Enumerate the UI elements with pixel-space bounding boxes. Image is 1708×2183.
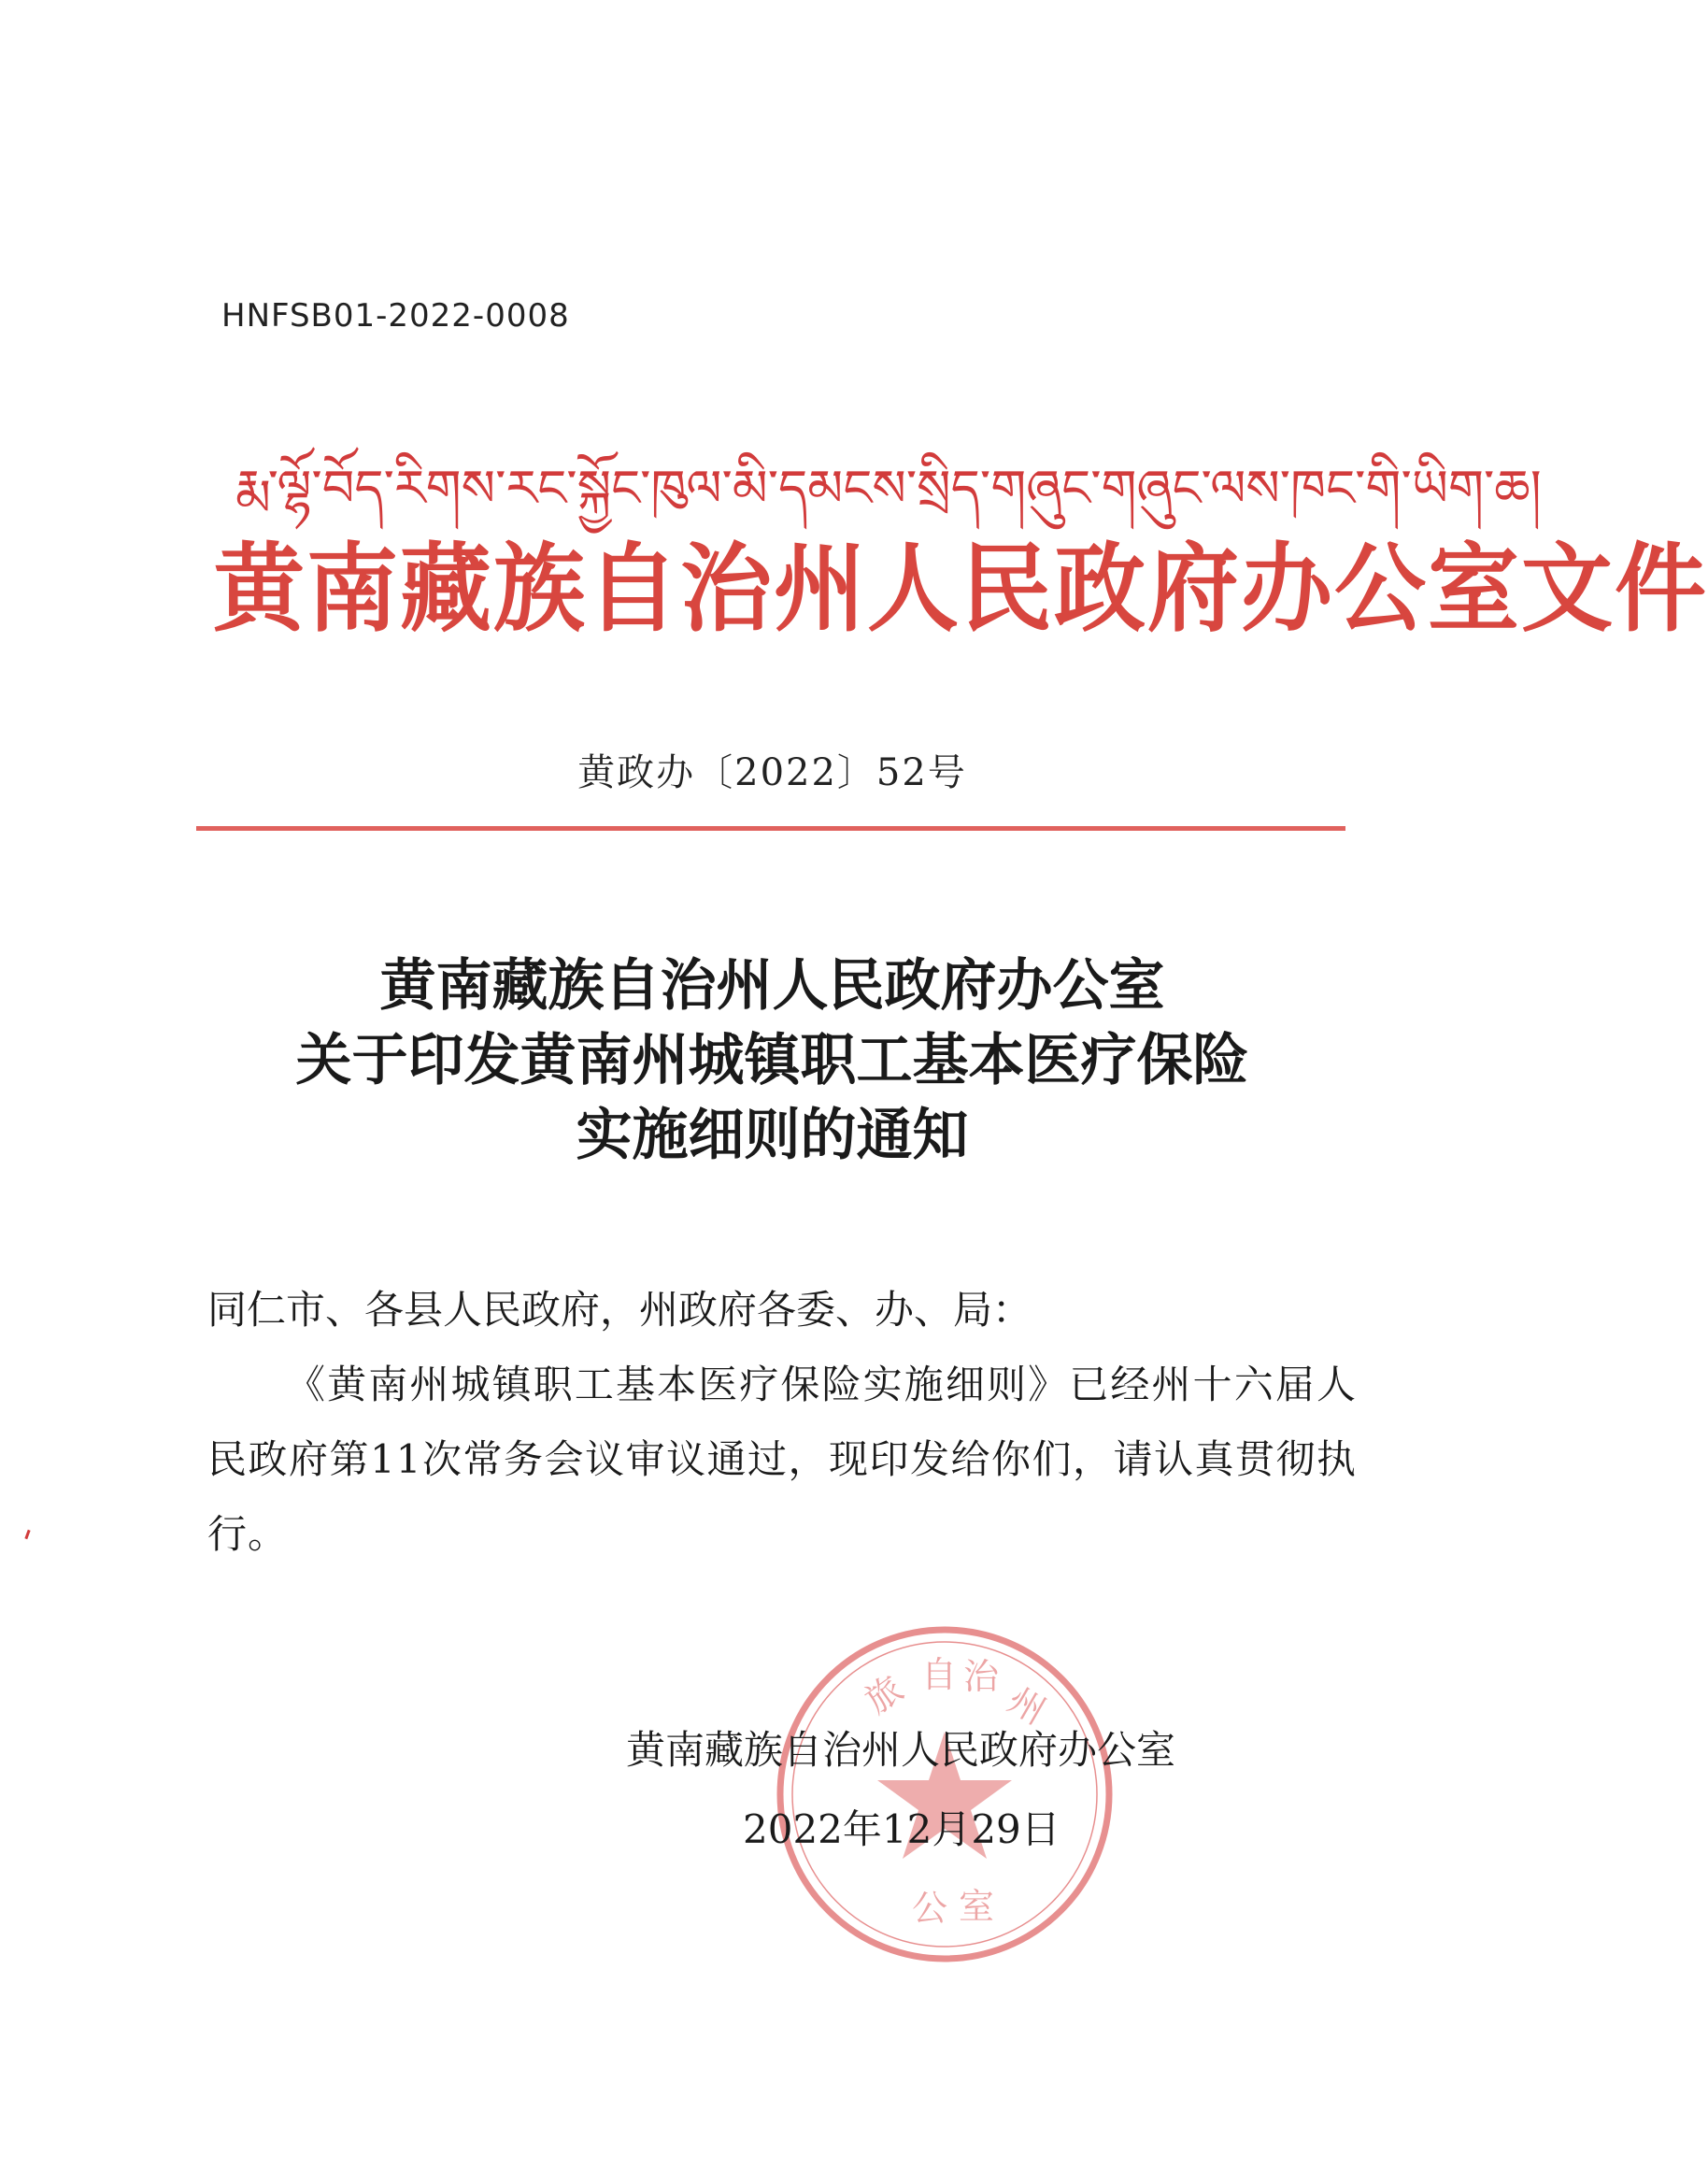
svg-text:旅: 旅 bbox=[857, 1667, 911, 1722]
addressee-line: 同仁市、各县人民政府，州政府各委、办、局： bbox=[207, 1287, 1032, 1333]
tibetan-header: རྨ་ལྷོ་བོད་རིགས་རང་སྐྱོང་ཁུལ་མི་དམངས་སྲིད་གཞུང་གཞུང་ལས་ཁང་གི་ཡིག་ཆ། bbox=[235, 459, 1542, 518]
title-line-1: 黄南藏族自治州人民政府办公室 bbox=[379, 953, 1165, 1019]
svg-text:自: 自 bbox=[921, 1654, 958, 1695]
svg-text:公: 公 bbox=[912, 1888, 948, 1929]
document-code: HNFSB01-2022-0008 bbox=[221, 297, 570, 335]
red-divider-line bbox=[196, 826, 1345, 831]
scan-speck bbox=[24, 1530, 30, 1539]
title-line-2: 关于印发黄南州城镇职工基本医疗保险 bbox=[295, 1028, 1249, 1093]
body-paragraph: 《黄南州城镇职工基本医疗保险实施细则》已经州十六届人民政府第11次常务会议审议通过，现印发给你们，请认真贯彻执行。 bbox=[207, 1362, 1357, 1557]
svg-text:室: 室 bbox=[959, 1886, 995, 1927]
svg-text:治: 治 bbox=[963, 1656, 1000, 1697]
signing-date: 2022年12月29日 bbox=[743, 1806, 1060, 1852]
issuing-office-header: 黄南藏族自治州人民政府办公室文件 bbox=[213, 533, 1708, 646]
document-number: 黄政办〔2022〕52号 bbox=[577, 751, 967, 794]
title-line-3: 实施细则的通知 bbox=[576, 1103, 969, 1168]
notice-title bbox=[0, 949, 1544, 1173]
signing-office: 黄南藏族自治州人民政府办公室 bbox=[626, 1727, 1176, 1773]
notice-body bbox=[207, 1273, 1357, 1572]
svg-text:州: 州 bbox=[1001, 1678, 1053, 1733]
official-seal-stamp bbox=[772, 1621, 1117, 1967]
